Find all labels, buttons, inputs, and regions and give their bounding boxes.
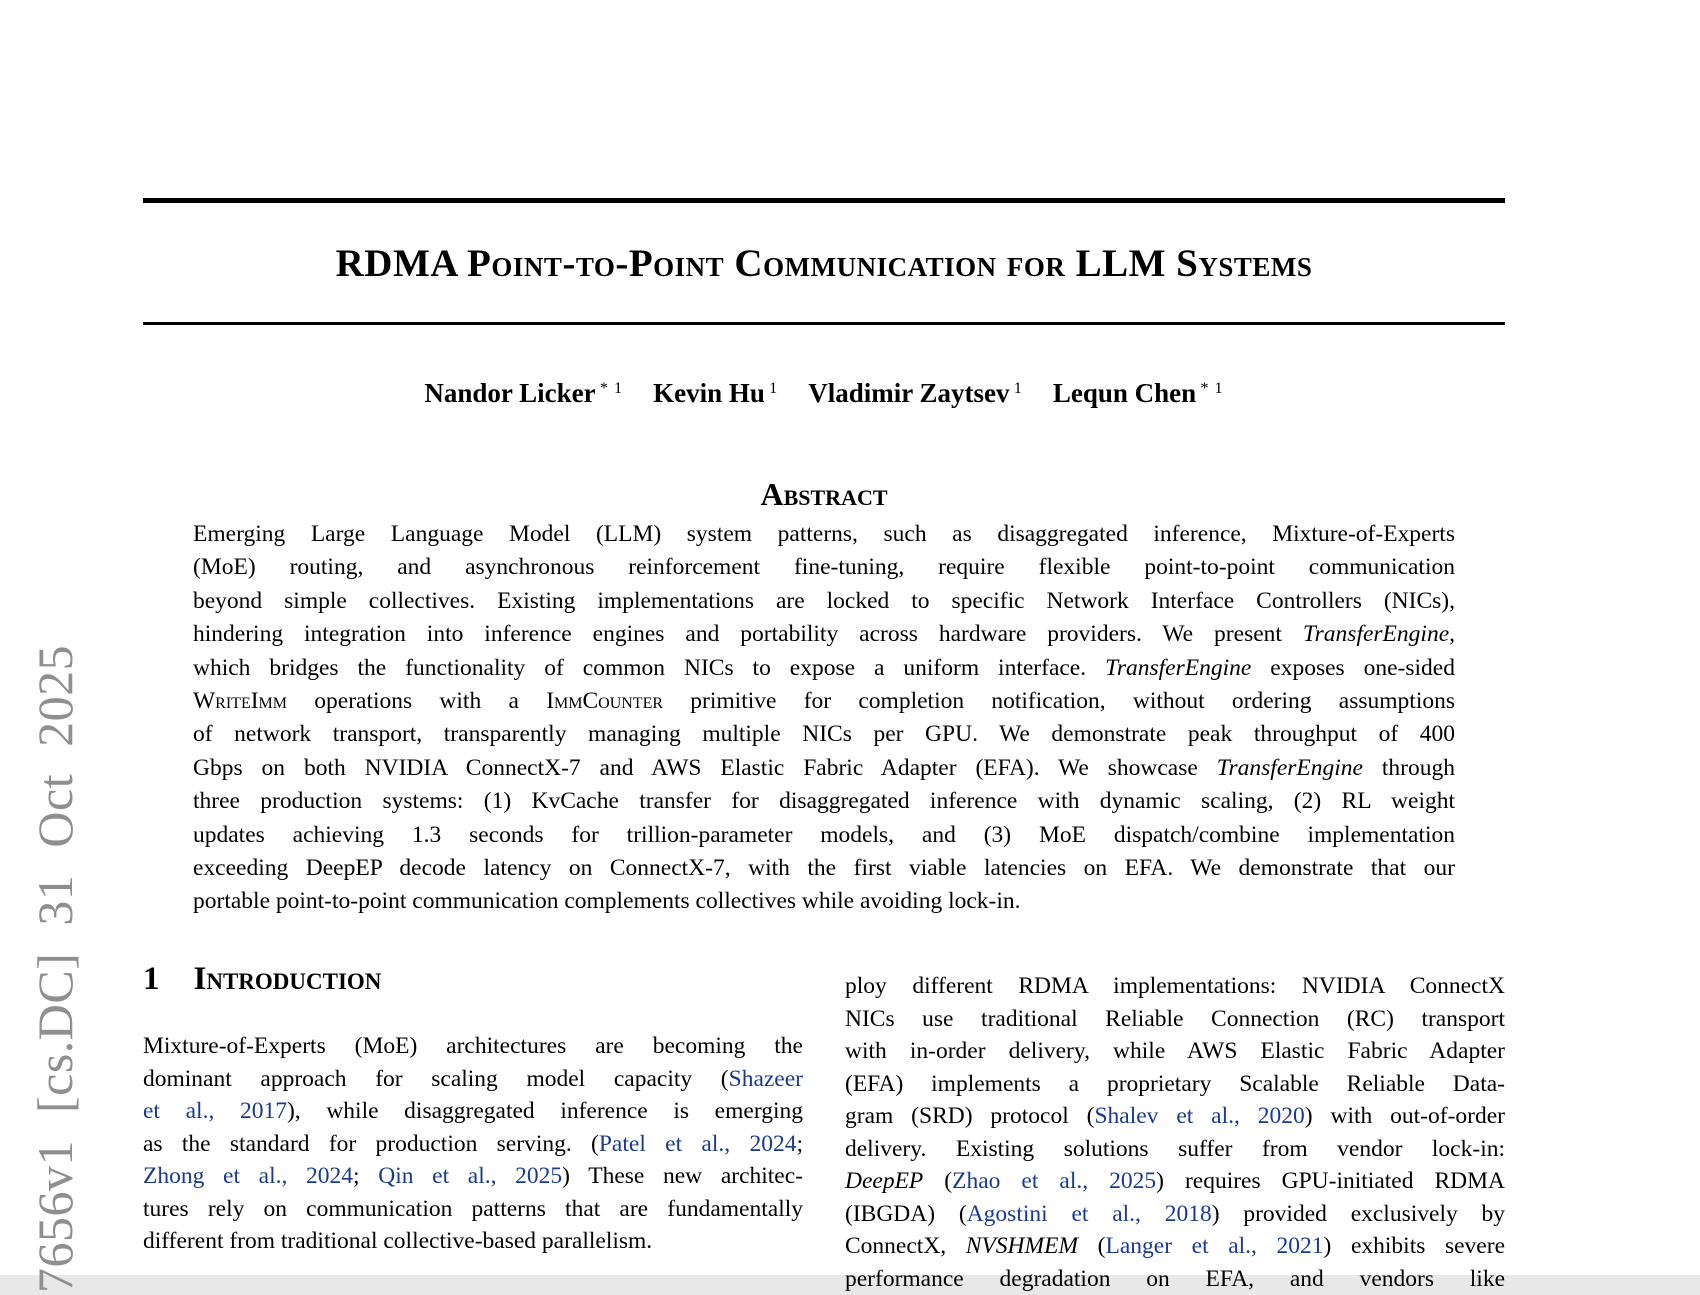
text-line xyxy=(143,1160,803,1193)
paper-title: RDMA Point-to-Point Communication for LLM Systems xyxy=(143,241,1505,286)
author xyxy=(1053,378,1224,409)
text-segment: ) provided exclusively by xyxy=(1212,1201,1505,1227)
text-segment: ( xyxy=(1078,1233,1105,1259)
intro-left-column xyxy=(143,1030,803,1258)
text-line xyxy=(193,585,1455,618)
title-rule-top xyxy=(143,198,1505,203)
text-segment: tures rely on communication patterns that are fundamentally xyxy=(143,1196,803,1222)
author xyxy=(808,378,1023,409)
text-segment: ; xyxy=(353,1163,378,1189)
intro-right-column xyxy=(845,970,1505,1295)
section-number: 1 xyxy=(143,961,160,997)
arxiv-stamp: 7656v1 [cs.DC] 31 Oct 2025 xyxy=(26,645,84,1293)
text-segment: ; xyxy=(796,1131,803,1157)
text-segment: ) These new architec- xyxy=(562,1163,803,1189)
text-segment: NVSHMEM xyxy=(966,1233,1078,1259)
text-line xyxy=(143,1193,803,1226)
text-line xyxy=(143,1225,803,1258)
text-segment: as the standard for production serving. ( xyxy=(143,1131,599,1157)
text-line xyxy=(193,819,1455,852)
text-segment: ConnectX, xyxy=(845,1233,966,1259)
text-segment: portable point-to-point communication complements collectives while avoiding lock-in. xyxy=(193,888,1021,914)
author-superscript: * 1 xyxy=(596,379,623,397)
text-segment: (IBGDA) ( xyxy=(845,1201,967,1227)
citation-link[interactable]: Zhao et al., 2025 xyxy=(952,1168,1156,1194)
citation-link[interactable]: Patel et al., 2024 xyxy=(599,1131,797,1157)
text-line xyxy=(845,1100,1505,1133)
text-segment: primitive for completion notification, without ordering assumptions xyxy=(663,688,1455,714)
text-segment: , xyxy=(1449,621,1455,647)
text-line xyxy=(193,752,1455,785)
text-line xyxy=(193,785,1455,818)
citation-link[interactable]: Shalev et al., 2020 xyxy=(1094,1103,1304,1129)
text-segment: DeepEP xyxy=(845,1168,923,1194)
citation-link[interactable]: Shazeer xyxy=(729,1066,803,1092)
text-line xyxy=(193,551,1455,584)
text-segment: ImmCounter xyxy=(546,688,663,714)
text-segment: delivery. Existing solutions suffer from vendor lock-in: xyxy=(845,1136,1505,1162)
text-line xyxy=(845,970,1505,1003)
text-line xyxy=(143,1128,803,1161)
section-title: Introduction xyxy=(194,961,382,997)
text-line xyxy=(845,1003,1505,1036)
text-segment: Emerging Large Language Model (LLM) system patterns, such as disaggregated inference, Mixture-of-Experts xyxy=(193,521,1455,547)
text-segment: three production systems: (1) KvCache transfer for disaggregated inference with dynamic scaling, (2) RL weight xyxy=(193,788,1455,814)
author-superscript: 1 xyxy=(1009,379,1022,397)
citation-link[interactable]: et al., 2017 xyxy=(143,1098,287,1124)
text-segment: which bridges the functionality of common NICs to expose a uniform interface. xyxy=(193,655,1105,681)
section-heading xyxy=(143,961,381,998)
text-line xyxy=(845,1198,1505,1231)
author-name: Nandor Licker xyxy=(424,378,595,408)
text-line xyxy=(143,1030,803,1063)
citation-link[interactable]: Zhong et al., 2024 xyxy=(143,1163,353,1189)
text-segment: ) requires GPU-initiated RDMA xyxy=(1156,1168,1505,1194)
text-segment: ( xyxy=(923,1168,952,1194)
text-segment: ) exhibits severe xyxy=(1324,1233,1505,1259)
text-line xyxy=(193,618,1455,651)
author-superscript: 1 xyxy=(765,379,778,397)
text-line xyxy=(193,518,1455,551)
text-segment: TransferEngine xyxy=(1217,755,1363,781)
text-segment: TransferEngine xyxy=(1105,655,1251,681)
text-segment: hindering integration into inference engines and portability across hardware providers. We present xyxy=(193,621,1303,647)
text-segment: ), while disaggregated inference is emerging xyxy=(287,1098,803,1124)
text-segment: performance degradation on EFA, and vendors like xyxy=(845,1266,1505,1292)
text-segment: operations with a xyxy=(287,688,546,714)
text-segment: ploy different RDMA implementations: NVIDIA ConnectX xyxy=(845,973,1505,999)
text-segment: exposes one-sided xyxy=(1251,655,1455,681)
author xyxy=(653,378,778,409)
author xyxy=(424,378,623,409)
text-line xyxy=(845,1165,1505,1198)
text-segment: (MoE) routing, and asynchronous reinforcement fine-tuning, require flexible point-to-point communication xyxy=(193,554,1455,580)
text-line xyxy=(845,1133,1505,1166)
text-segment: Gbps on both NVIDIA ConnectX-7 and AWS Elastic Fabric Adapter (EFA). We showcase xyxy=(193,755,1217,781)
citation-link[interactable]: Qin et al., 2025 xyxy=(378,1163,562,1189)
text-segment: TransferEngine xyxy=(1303,621,1449,647)
text-line xyxy=(193,652,1455,685)
text-line xyxy=(143,1095,803,1128)
text-line xyxy=(193,718,1455,751)
title-rule-bottom xyxy=(143,322,1505,325)
text-segment: WriteImm xyxy=(193,688,287,714)
citation-link[interactable]: Agostini et al., 2018 xyxy=(967,1201,1212,1227)
text-line xyxy=(143,1063,803,1096)
text-segment: (EFA) implements a proprietary Scalable Reliable Data- xyxy=(845,1071,1505,1097)
text-segment: dominant approach for scaling model capacity ( xyxy=(143,1066,729,1092)
text-line xyxy=(845,1263,1505,1295)
text-segment: through xyxy=(1363,755,1455,781)
text-line xyxy=(845,1230,1505,1263)
text-segment: with in-order delivery, while AWS Elastic Fabric Adapter xyxy=(845,1038,1505,1064)
text-line xyxy=(193,685,1455,718)
text-line xyxy=(193,885,1455,918)
text-segment: ) with out-of-order xyxy=(1305,1103,1505,1129)
author-superscript: * 1 xyxy=(1196,379,1223,397)
abstract-heading: Abstract xyxy=(143,476,1505,513)
text-segment: exceeding DeepEP decode latency on ConnectX-7, with the first viable latencies on EFA. We demonstrate that our xyxy=(193,855,1455,881)
text-line xyxy=(845,1068,1505,1101)
author-line xyxy=(143,378,1505,409)
text-segment: Mixture-of-Experts (MoE) architectures are becoming the xyxy=(143,1033,803,1059)
text-segment: different from traditional collective-based parallelism. xyxy=(143,1228,652,1254)
text-segment: updates achieving 1.3 seconds for trillion-parameter models, and (3) MoE dispatch/combine implementation xyxy=(193,822,1455,848)
text-line xyxy=(193,852,1455,885)
author-name: Vladimir Zaytsev xyxy=(808,378,1009,408)
text-line xyxy=(845,1035,1505,1068)
text-segment: of network transport, transparently managing multiple NICs per GPU. We demonstrate peak throughput of 400 xyxy=(193,721,1455,747)
citation-link[interactable]: Langer et al., 2021 xyxy=(1105,1233,1323,1259)
text-segment: beyond simple collectives. Existing implementations are locked to specific Network Interface Controllers (NICs), xyxy=(193,588,1455,614)
text-segment: NICs use traditional Reliable Connection (RC) transport xyxy=(845,1006,1505,1032)
author-name: Lequn Chen xyxy=(1053,378,1196,408)
abstract-text xyxy=(193,518,1455,919)
author-name: Kevin Hu xyxy=(653,378,765,408)
text-segment: gram (SRD) protocol ( xyxy=(845,1103,1094,1129)
